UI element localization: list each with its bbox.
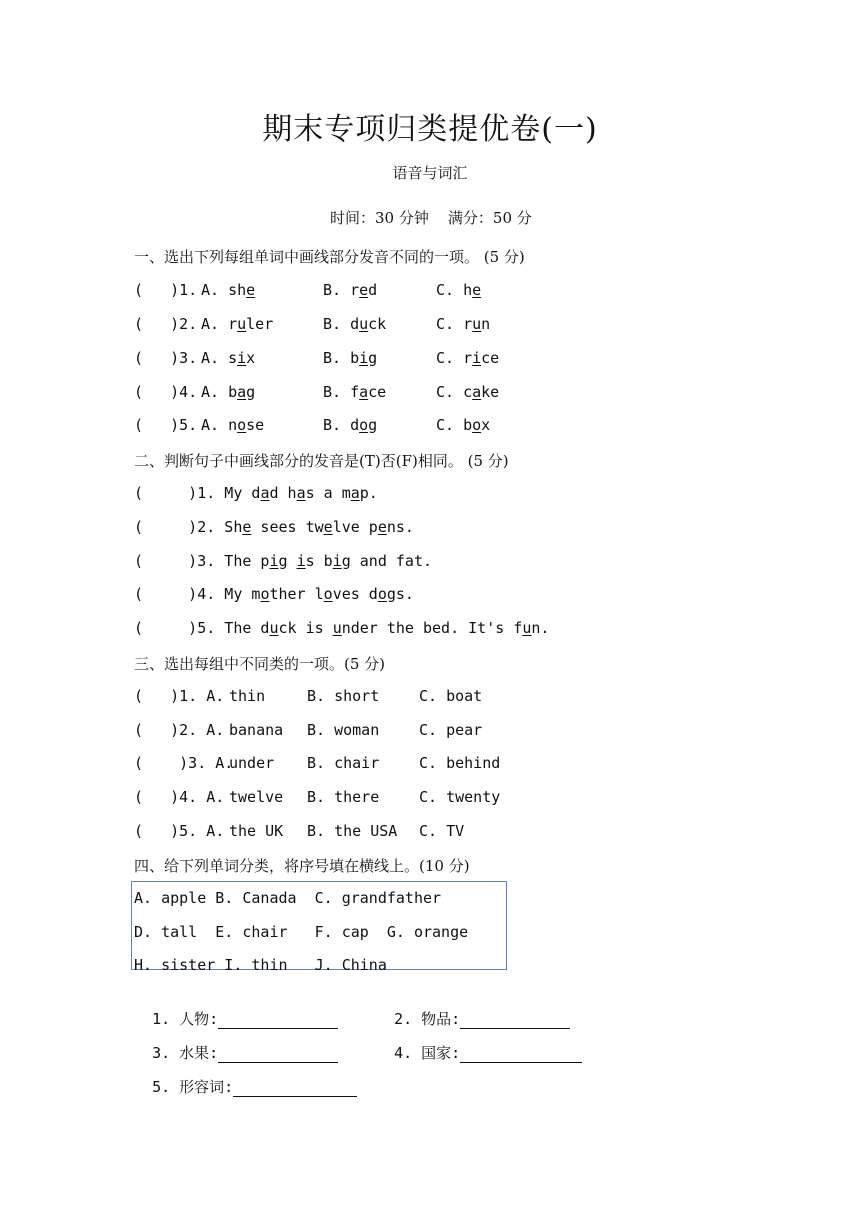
section2-question-2: ( )2. She sees twelve pens. (134, 518, 414, 536)
underlined-letter: o (472, 416, 482, 434)
underlined-letter: i (296, 552, 306, 570)
option-b[interactable]: B. duck (323, 315, 387, 333)
underlined-letter: o (260, 585, 270, 603)
underlined-letter: o (323, 585, 333, 603)
underlined-letter: e (246, 281, 256, 299)
option-c[interactable]: C. rice (436, 349, 500, 367)
question-number: ( )3. A. (134, 754, 234, 772)
option-c[interactable]: C. TV (419, 822, 465, 840)
option-a[interactable]: A. six (201, 349, 256, 367)
question-number: ( )1. (134, 281, 198, 299)
question-number: ( )4. (134, 383, 198, 401)
option-b[interactable]: B. dog (323, 416, 378, 434)
option-a[interactable]: banana (229, 721, 284, 739)
option-c[interactable]: C. twenty (419, 788, 501, 806)
underlined-letter: u (269, 619, 279, 637)
question-number: ( )3. (134, 349, 198, 367)
question-number: ( )2. A. (134, 721, 225, 739)
option-b[interactable]: B. face (323, 383, 387, 401)
section4-heading: 四、给下列单词分类，将序号填在横线上。(10 分) (134, 857, 470, 875)
underlined-letter: i (472, 349, 482, 367)
underlined-letter: e (472, 281, 482, 299)
page-subtitle: 语音与词汇 (392, 164, 468, 182)
section2-question-3: ( )3. The pig is big and fat. (134, 552, 433, 570)
underlined-letter: a (260, 484, 270, 502)
question-number: ( )5. (134, 416, 198, 434)
underlined-letter: u (522, 619, 532, 637)
underlined-letter: e (359, 281, 369, 299)
option-a[interactable]: under (229, 754, 275, 772)
underlined-letter: o (377, 585, 387, 603)
question-number: ( )2. (134, 315, 198, 333)
fill-label-country: 4. 国家: (394, 1044, 461, 1062)
page-title: 期末专项归类提优卷(一) (262, 112, 598, 147)
question-number: ( )1. A. (134, 687, 225, 705)
question-number: ( )5. A. (134, 822, 225, 840)
section1-heading: 一、选出下列每组单词中画线部分发音不同的一项。 (5 分) (134, 248, 525, 266)
underlined-letter: u (332, 619, 342, 637)
fill-label-people: 1. 人物: (152, 1010, 219, 1028)
option-c[interactable]: C. run (436, 315, 491, 333)
underlined-letter: o (359, 416, 369, 434)
exam-meta: 时间：30 分钟 满分：50 分 (330, 209, 532, 227)
question-number: ( )4. A. (134, 788, 225, 806)
section2-question-5: ( )5. The duck is under the bed. It's fun. (134, 619, 550, 637)
option-a[interactable]: twelve (229, 788, 284, 806)
underlined-letter: i (237, 349, 247, 367)
fill-row-5 (134, 1058, 357, 1097)
fill-label-fruit: 3. 水果: (152, 1044, 219, 1062)
fill-row-4 (376, 1024, 582, 1063)
underlined-letter: u (237, 315, 247, 333)
underlined-letter: a (350, 484, 360, 502)
fill-label-adjective: 5. 形容词: (152, 1078, 234, 1096)
underlined-letter: e (242, 518, 252, 536)
section2-question-1: ( )1. My dad has a map. (134, 484, 378, 502)
option-a[interactable]: A. nose (201, 416, 265, 434)
option-c[interactable]: C. box (436, 416, 491, 434)
section2-question-4: ( )4. My mother loves dogs. (134, 585, 414, 603)
underlined-letter: u (472, 315, 482, 333)
underlined-letter: i (359, 349, 369, 367)
underlined-letter: e (323, 518, 333, 536)
underlined-letter: a (472, 383, 482, 401)
underlined-letter: i (269, 552, 279, 570)
fill-label-objects: 2. 物品: (394, 1010, 461, 1028)
word-box-line-3: H. sister I. thin J. China (134, 956, 387, 974)
underlined-letter: a (237, 383, 247, 401)
option-b[interactable]: B. chair (307, 754, 380, 772)
option-b[interactable]: B. short (307, 687, 380, 705)
underlined-letter: i (332, 552, 342, 570)
fill-blank-adjective[interactable] (233, 1080, 357, 1097)
option-c[interactable]: C. cake (436, 383, 500, 401)
underlined-letter: u (359, 315, 369, 333)
option-b[interactable]: B. red (323, 281, 378, 299)
option-a[interactable]: A. she (201, 281, 256, 299)
underlined-letter: o (237, 416, 247, 434)
underlined-letter: e (377, 518, 387, 536)
option-c[interactable]: C. pear (419, 721, 483, 739)
option-a[interactable]: A. ruler (201, 315, 274, 333)
word-box-line-1: A. apple B. Canada C. grandfather (134, 889, 442, 907)
option-a[interactable]: thin (229, 687, 266, 705)
option-c[interactable]: C. boat (419, 687, 483, 705)
option-a[interactable]: A. bag (201, 383, 256, 401)
option-b[interactable]: B. there (307, 788, 380, 806)
section3-heading: 三、选出每组中不同类的一项。(5 分) (134, 655, 386, 673)
option-b[interactable]: B. the USA (307, 822, 398, 840)
option-c[interactable]: C. behind (419, 754, 501, 772)
option-c[interactable]: C. he (436, 281, 482, 299)
option-b[interactable]: B. big (323, 349, 378, 367)
word-box-line-2: D. tall E. chair F. cap G. orange (134, 923, 469, 941)
option-a[interactable]: the UK (229, 822, 284, 840)
underlined-letter: a (359, 383, 369, 401)
fill-blank-country[interactable] (460, 1046, 582, 1063)
option-b[interactable]: B. woman (307, 721, 380, 739)
section2-heading: 二、判断句子中画线部分的发音是(T)否(F)相同。 (5 分) (134, 452, 509, 470)
underlined-letter: a (296, 484, 306, 502)
